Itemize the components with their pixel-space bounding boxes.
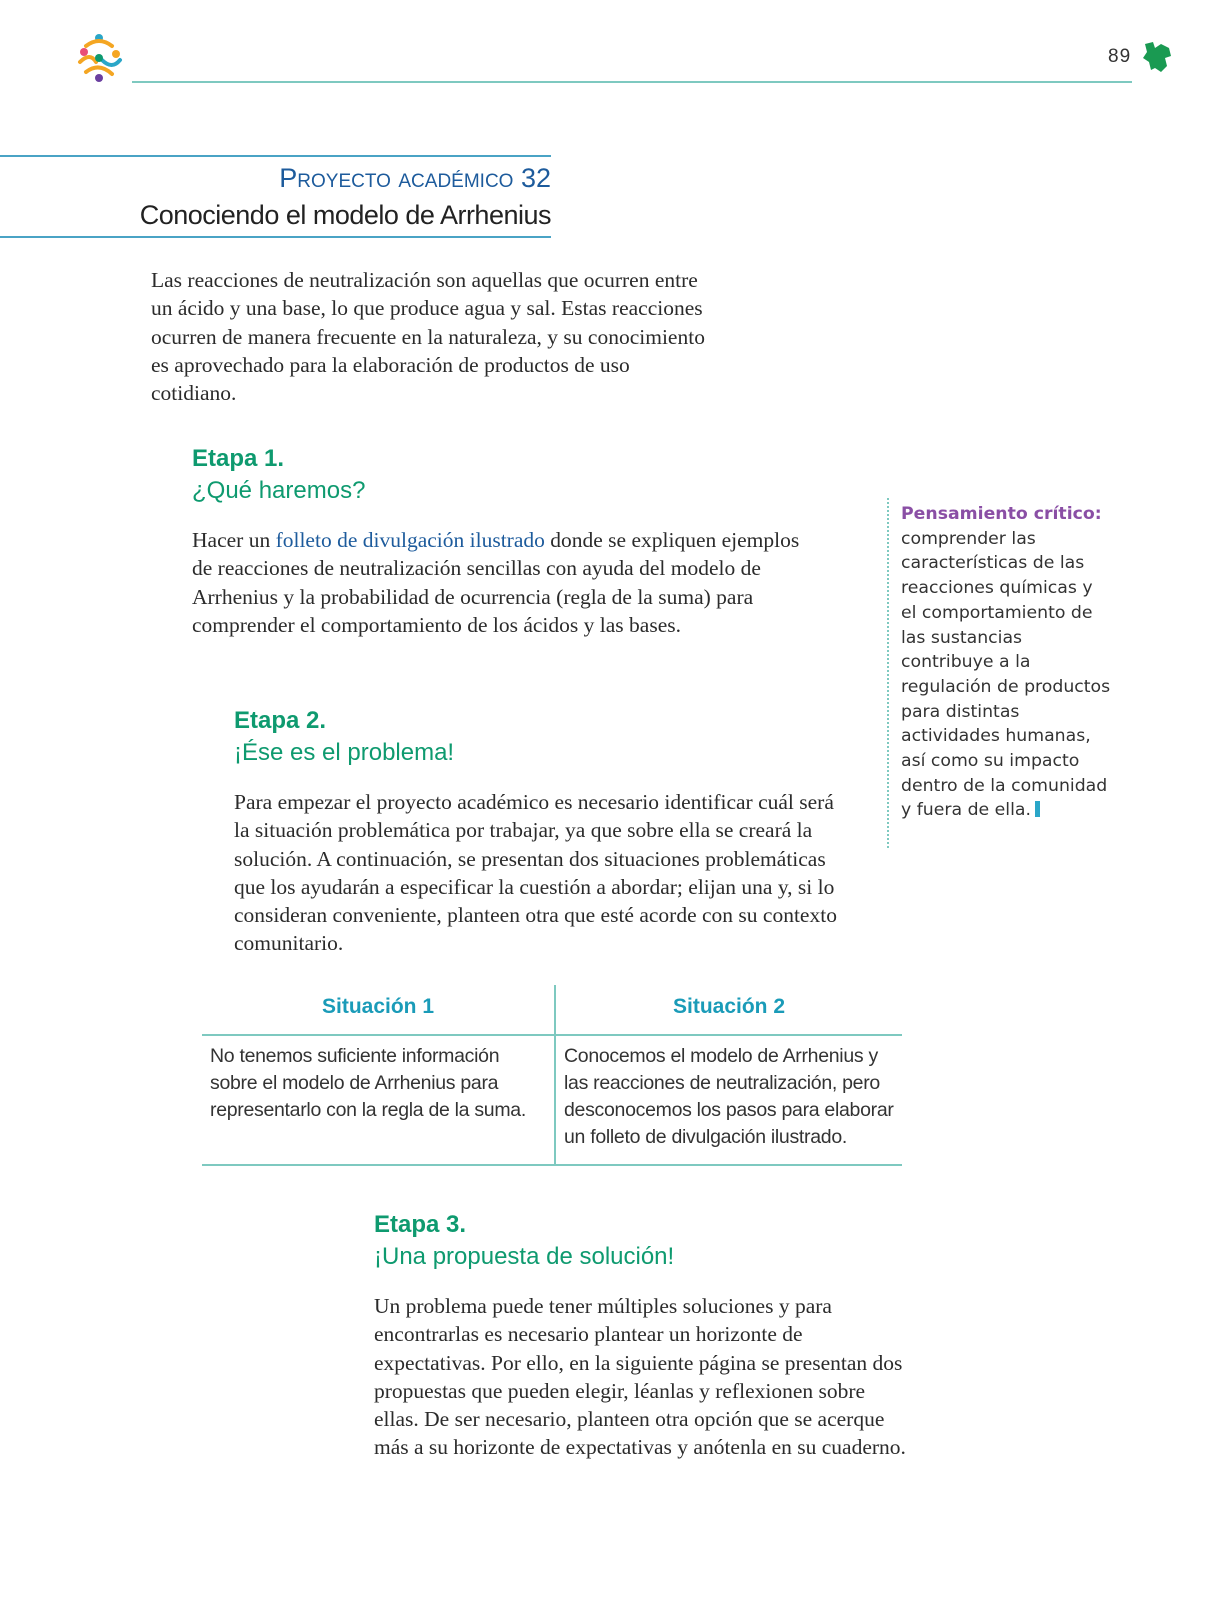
table-header-rule <box>202 1034 902 1036</box>
table-cell-situacion-1: No tenemos suficiente información sobre el modelo de Arrhenius para representarlo con la regla de la suma. <box>210 1045 526 1121</box>
etapa-2-heading <box>234 705 454 769</box>
table-header-situacion-1: Situación 1 <box>321 995 435 1018</box>
sidebar-text: comprender las características de las reacciones químicas y el comportamiento de las sustancias contribuye a la regulación de productos para distintas actividades humanas, así como su impacto dentro de la comunidad y fuera de ella. <box>901 528 1111 821</box>
etapa-1-text-start: Hacer un <box>192 528 276 552</box>
etapa-3-question: ¡Una propuesta de solución! <box>374 1243 675 1270</box>
sidebar-note <box>901 502 1111 823</box>
program-logo-icon <box>72 32 126 84</box>
etapa-1-heading <box>192 443 365 507</box>
project-title: Proyecto académico 32 <box>279 163 551 193</box>
etapa-1-question: ¿Qué haremos? <box>192 477 366 504</box>
sidebar-heading: Pensamiento crítico: <box>901 504 1102 524</box>
table-cell-situacion-2: Conocemos el modelo de Arrhenius y las reacciones de neutralización, pero desconocemos los pasos para elaborar un folleto de divulgación ilustrado. <box>564 1045 894 1148</box>
etapa-3-number: Etapa 3. <box>374 1211 467 1238</box>
situations-table <box>202 985 902 1165</box>
table-header-situacion-2: Situación 2 <box>672 995 786 1018</box>
page-number: 89 <box>1108 46 1132 67</box>
project-subtitle: Conociendo el modelo de Arrhenius <box>139 200 551 230</box>
etapa-2-question: ¡Ése es el problema! <box>234 739 455 766</box>
title-rule-bottom <box>0 236 551 238</box>
sidebar-rule <box>887 498 889 848</box>
etapa-2-paragraph: Para empezar el proyecto académico es necesario identificar cuál será la situación problemática por trabajar, ya que sobre ella se creará la solución. A continuación, se presentan dos situaciones problemáticas que los ayudarán a especificar la cuestión a abordar; elijan una y, si lo consideran conveniente, planteen otra que esté acorde con su contexto comunitario. <box>234 790 837 956</box>
intro-paragraph: Las reacciones de neutralización son aquellas que ocurren entre un ácido y una base, lo que produce agua y sal. Estas reacciones ocurren de manera frecuente en la naturaleza, y su conocimiento es aprovechado para la elaboración de productos de uso cotidiano. <box>151 268 705 406</box>
sidebar-end-mark <box>1035 801 1040 817</box>
etapa-3-paragraph: Un problema puede tener múltiples soluciones y para encontrarlas es necesario plantear un horizonte de expectativas. Por ello, en la siguiente página se presentan dos propuestas que pueden elegir, léanlas y reflexionen sobre ellas. De ser necesario, planteen otra opción que se acerque más a su horizonte de expectativas y anótenla en su cuaderno. <box>374 1294 906 1460</box>
header-rule <box>132 81 1132 83</box>
table-bottom-rule <box>202 1164 902 1166</box>
state-map-icon <box>1141 40 1173 74</box>
etapa-1-number: Etapa 1. <box>192 445 285 472</box>
etapa-1-paragraph <box>192 526 802 639</box>
title-rule-top <box>0 155 551 157</box>
etapa-1-text-end: donde se expliquen ejemplos de reacciones de neutralización sencillas con ayuda del modelo de Arrhenius y la probabilidad de ocurrencia (regla de la suma) para comprender el comportamiento de los ácidos y las bases. <box>192 528 800 637</box>
etapa-1-highlight: folleto de divulgación ilustrado <box>275 528 545 552</box>
etapa-2-number: Etapa 2. <box>234 707 327 734</box>
etapa-3-heading <box>374 1209 674 1273</box>
